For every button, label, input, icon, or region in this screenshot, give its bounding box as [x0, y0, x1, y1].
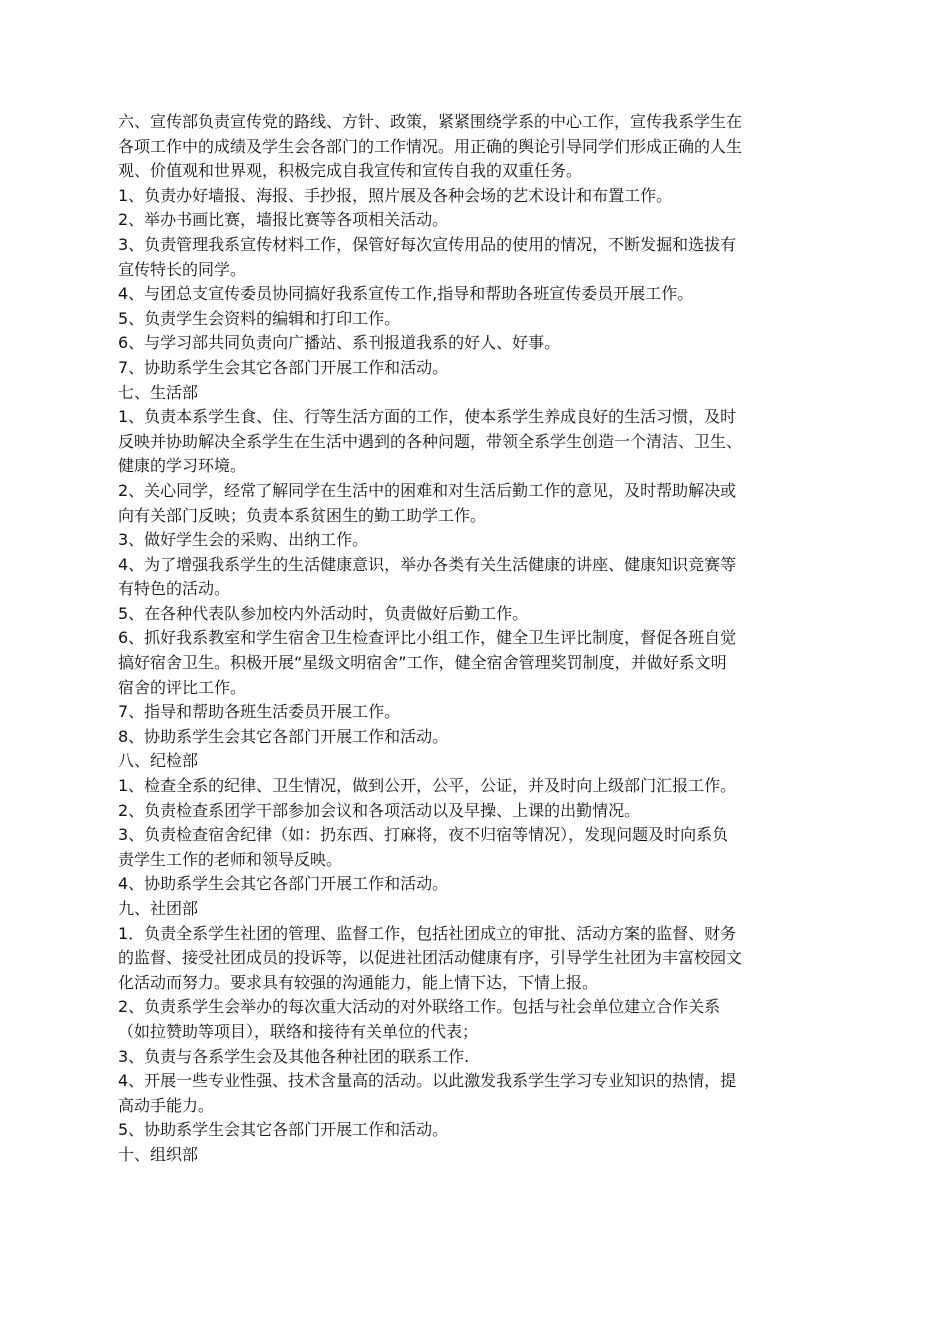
- text-line: （如拉赞助等项目），联络和接待有关单位的代表；: [118, 1021, 479, 1041]
- text-line: 化活动而努力。要求具有较强的沟通能力，能上情下达，下情上报。: [118, 972, 599, 992]
- text-line: 反映并协助解决全系学生在生活中遇到的各种问题，带领全系学生创造一个清洁、卫生、: [118, 431, 743, 451]
- text-line: 2、关心同学，经常了解同学在生活中的困难和对生活后勤工作的意见，及时帮助解决或: [118, 480, 737, 500]
- text-line: 宣传特长的同学。: [118, 259, 247, 279]
- text-line: 责学生工作的老师和领导反映。: [118, 849, 343, 869]
- text-line: 3、负责与各系学生会及其他各种社团的联系工作.: [118, 1046, 470, 1066]
- text-line: 高动手能力。: [118, 1095, 215, 1115]
- text-line: 5、在各种代表队参加校内外活动时，负责做好后勤工作。: [118, 603, 529, 623]
- text-line: 7、指导和帮助各班生活委员开展工作。: [118, 702, 401, 722]
- text-line: 4、与团总支宣传委员协同搞好我系宣传工作,指导和帮助各班宣传委员开展工作。: [118, 284, 694, 304]
- text-line: 的监督、接受社团成员的投诉等，以促进社团活动健康有序，引导学生社团为丰富校园文: [118, 948, 743, 968]
- text-line: 6、与学习部共同负责向广播站、系刊报道我系的好人、好事。: [118, 333, 561, 353]
- text-line: 宿舍的评比工作。: [118, 677, 247, 697]
- text-line: 搞好宿舍卫生。积极开展“星级文明宿舍”工作，健全宿舍管理奖罚制度，并做好系文明: [118, 653, 727, 673]
- document-body: [118, 110, 830, 1168]
- text-line: 3、负责检查宿舍纪律（如：扔东西、打麻将，夜不归宿等情况），发现问题及时向系负: [118, 825, 729, 845]
- text-line: 2、举办书画比赛，墙报比赛等各项相关活动。: [118, 210, 449, 230]
- text-line: 3、负责管理我系宣传材料工作，保管好每次宣传用品的使用的情况，不断发掘和选拔有: [118, 234, 737, 254]
- text-line: 2、负责系学生会举办的每次重大活动的对外联络工作。包括与社会单位建立合作关系: [118, 997, 721, 1017]
- text-line: 2、负责检查系团学干部参加会议和各项活动以及早操、上课的出勤情况。: [118, 800, 641, 820]
- text-line: 向有关部门反映；负责本系贫困生的勤工助学工作。: [118, 505, 487, 525]
- text-line: 各项工作中的成绩及学生会各部门的工作情况。用正确的舆论引导同学们形成正确的人生: [118, 136, 743, 156]
- text-line: 健康的学习环境。: [118, 456, 247, 476]
- text-line: 8、协助系学生会其它各部门开展工作和活动。: [118, 726, 449, 746]
- text-line: 5、协助系学生会其它各部门开展工作和活动。: [118, 1120, 449, 1140]
- section-heading: 八、纪检部: [118, 751, 199, 771]
- text-line: 4、协助系学生会其它各部门开展工作和活动。: [118, 874, 449, 894]
- text-line: 观、价值观和世界观，积极完成自我宣传和宣传自我的双重任务。: [118, 161, 583, 181]
- text-line: 六、宣传部负责宣传党的路线、方针、政策，紧紧围绕学系的中心工作，宣传我系学生在: [118, 112, 743, 131]
- text-line: 1、负责办好墙报、海报、手抄报，照片展及各种会场的艺术设计和布置工作。: [118, 185, 673, 205]
- text-line: 有特色的活动。: [118, 579, 231, 599]
- text-line: 4、开展一些专业性强、技术含量高的活动。以此激发我系学生学习专业知识的热情，提: [118, 1071, 737, 1091]
- text-line: 7、协助系学生会其它各部门开展工作和活动。: [118, 357, 449, 377]
- text-line: 1．负责全系学生社团的管理、监督工作，包括社团成立的审批、活动方案的监督、财务: [118, 923, 737, 943]
- section-heading: 七、生活部: [118, 382, 199, 402]
- text-line: 1、负责本系学生食、住、行等生活方面的工作，使本系学生养成良好的生活习惯，及时: [118, 407, 737, 427]
- text-line: 4、为了增强我系学生的生活健康意识，举办各类有关生活健康的讲座、健康知识竞赛等: [118, 554, 737, 574]
- text-line: 6、抓好我系教室和学生宿舍卫生检查评比小组工作，健全卫生评比制度，督促各班自觉: [118, 628, 737, 648]
- section-heading: 九、社团部: [118, 899, 199, 918]
- text-line: 1、检查全系的纪律、卫生情况，做到公开，公平，公证，并及时向上级部门汇报工作。: [118, 776, 737, 796]
- text-line: 3、做好学生会的采购、出纳工作。: [118, 530, 369, 550]
- text-line: 5、负责学生会资料的编辑和打印工作。: [118, 308, 401, 328]
- section-heading: 十、组织部: [118, 1144, 199, 1164]
